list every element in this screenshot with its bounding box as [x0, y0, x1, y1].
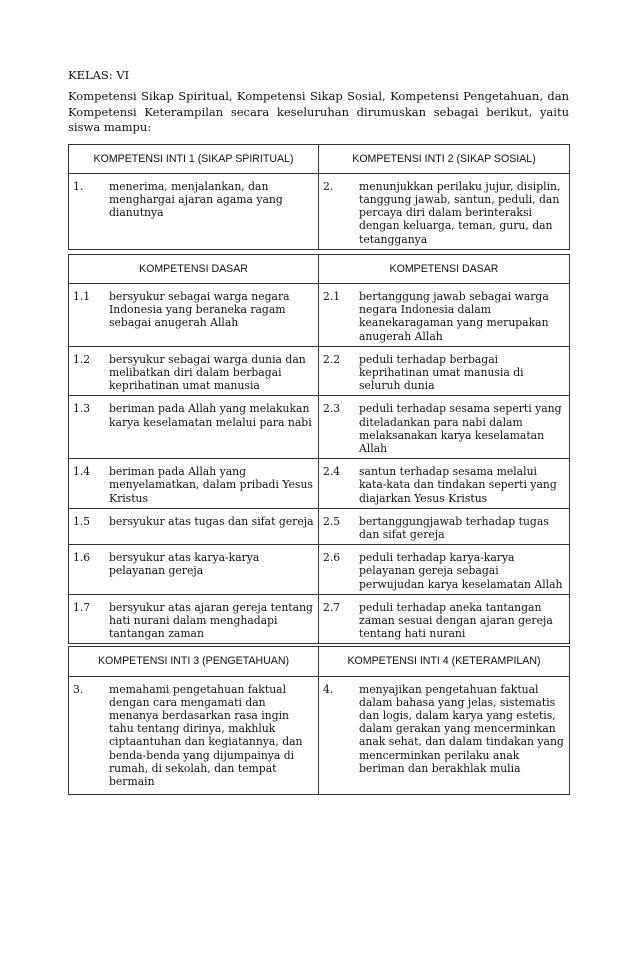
item-number: 2.2	[323, 352, 341, 366]
table-row	[69, 594, 570, 644]
ki3-title: KOMPETENSI INTI 3 (PENGETAHUAN)	[69, 647, 319, 676]
item-text: bertanggungjawab terhadap tugas dan sifat gereja	[359, 514, 549, 541]
ki2-cell	[319, 173, 570, 249]
ki1-cell	[69, 173, 319, 249]
item-text: bersyukur atas tugas dan sifat gereja	[109, 514, 314, 528]
kd-left-cell	[69, 508, 319, 544]
item-text: bersyukur sebagai warga dunia dan melibatkan diri dalam berbagai keprihatinan umat manusia	[109, 352, 306, 393]
ki1-title: KOMPETENSI INTI 1 (SIKAP SPIRITUAL)	[69, 144, 319, 173]
kd-right-cell	[319, 545, 570, 595]
ki-1-2-table	[68, 144, 570, 250]
item-number: 1.1	[73, 289, 91, 303]
ki3-cell	[69, 676, 319, 794]
kd-right-cell	[319, 459, 570, 509]
kd-right-cell	[319, 396, 570, 459]
kd-left-title: KOMPETENSI DASAR	[69, 254, 319, 283]
kd-left-cell	[69, 545, 319, 595]
table-header-row	[69, 647, 570, 676]
item-text: bersyukur sebagai warga negara Indonesia yang beraneka ragam sebagai anugerah Allah	[109, 289, 290, 330]
item-text: santun terhadap sesama melalui kata-kata dan tindakan seperti yang diajarkan Yesus Kristus	[359, 465, 557, 505]
item-text: beriman pada Allah yang menyelamatkan, dalam pribadi Yesus Kristus	[109, 465, 313, 505]
document-page	[68, 68, 569, 795]
ki2-title: KOMPETENSI INTI 2 (SIKAP SOSIAL)	[319, 144, 570, 173]
kd-left-cell	[69, 396, 319, 459]
class-label: KELAS: VI	[68, 68, 130, 82]
item-text: beriman pada Allah yang melakukan karya keselamatan melalui para nabi	[109, 402, 312, 429]
ki4-cell	[319, 676, 570, 794]
item-number: 2.1	[323, 289, 341, 303]
item-number: 1.7	[73, 600, 91, 614]
item-number: 1.	[73, 179, 84, 193]
kd-left-cell	[69, 594, 319, 644]
kd-left-cell	[69, 283, 319, 346]
item-text: memahami pengetahuan faktual dengan cara mengamati dan menanya berdasarkan rasa ingin tahu tentang dirinya, makhluk ciptaantuhan dan kegiatannya, dan benda-benda yang dijumpainya di rumah, di sekolah, dan tempat bermain	[109, 682, 303, 789]
item-text: peduli terhadap karya-karya pelayanan gereja sebagai perwujudan karya keselamatan Allah	[359, 551, 563, 591]
item-text: menerima, menjalankan, dan menghargai ajaran agama yang dianutnya	[109, 179, 283, 220]
item-text: menunjukkan perilaku jujur, disiplin, tanggung jawab, santun, peduli, dan percaya diri dalam berinteraksi dengan keluarga, teman, guru, dan tetangganya	[359, 179, 561, 246]
item-number: 1.5	[73, 514, 91, 528]
item-number: 2.4	[323, 465, 341, 479]
item-number: 2.7	[323, 600, 341, 614]
item-number: 2.6	[323, 551, 341, 565]
item-text: peduli terhadap sesama seperti yang diteladankan para nabi dalam melaksanakan karya keselamatan Allah	[359, 402, 562, 455]
item-text: menyajikan pengetahuan faktual dalam bahasa yang jelas, sistematis dan logis, dalam karya yang estetis, dalam gerakan yang mencerminkan anak sehat, dan dalam tindakan yang mencerminkan perilaku anak beriman dan berakhlak mulia	[359, 682, 564, 775]
item-number: 4.	[323, 682, 334, 696]
kd-right-cell	[319, 508, 570, 544]
table-row	[69, 676, 570, 794]
item-number: 1.3	[73, 402, 91, 416]
table-row	[69, 545, 570, 595]
item-text: bersyukur atas karya-karya pelayanan gereja	[109, 551, 260, 578]
item-number: 2.	[323, 179, 334, 193]
item-text: peduli terhadap berbagai keprihatinan umat manusia di seluruh dunia	[359, 352, 524, 393]
kd-right-cell	[319, 346, 570, 396]
table-row	[69, 283, 570, 346]
item-text: bertanggung jawab sebagai warga negara Indonesia dalam keanekaragaman yang merupakan anugerah Allah	[359, 289, 549, 343]
kompetensi-dasar-table	[68, 254, 570, 645]
item-number: 1.2	[73, 352, 91, 366]
table-row	[69, 396, 570, 459]
table-row	[69, 346, 570, 396]
kd-left-cell	[69, 346, 319, 396]
kd-right-title: KOMPETENSI DASAR	[319, 254, 570, 283]
table-header-row	[69, 144, 570, 173]
table-row	[69, 459, 570, 509]
item-number: 2.5	[323, 514, 341, 528]
ki-3-4-table	[68, 646, 570, 794]
kd-left-cell	[69, 459, 319, 509]
item-text: peduli terhadap aneka tantangan zaman sesuai dengan ajaran gereja tentang hati nurani	[359, 600, 553, 641]
item-text: bersyukur atas ajaran gereja tentang hati nurani dalam menghadapi tantangan zaman	[109, 600, 313, 641]
kd-right-cell	[319, 594, 570, 644]
item-number: 1.6	[73, 551, 91, 565]
table-row	[69, 508, 570, 544]
item-number: 2.3	[323, 402, 341, 416]
table-header-row	[69, 254, 570, 283]
ki4-title: KOMPETENSI INTI 4 (KETERAMPILAN)	[319, 647, 570, 676]
kd-right-cell	[319, 283, 570, 346]
table-row	[69, 173, 570, 249]
item-number: 3.	[73, 682, 84, 696]
item-number: 1.4	[73, 465, 91, 479]
intro-paragraph: Kompetensi Sikap Spiritual, Kompetensi Sikap Sosial, Kompetensi Pengetahuan, dan Kompetensi Keterampilan secara keseluruhan dirumuskan sebagai berikut, yaitu siswa mampu:	[68, 89, 569, 134]
